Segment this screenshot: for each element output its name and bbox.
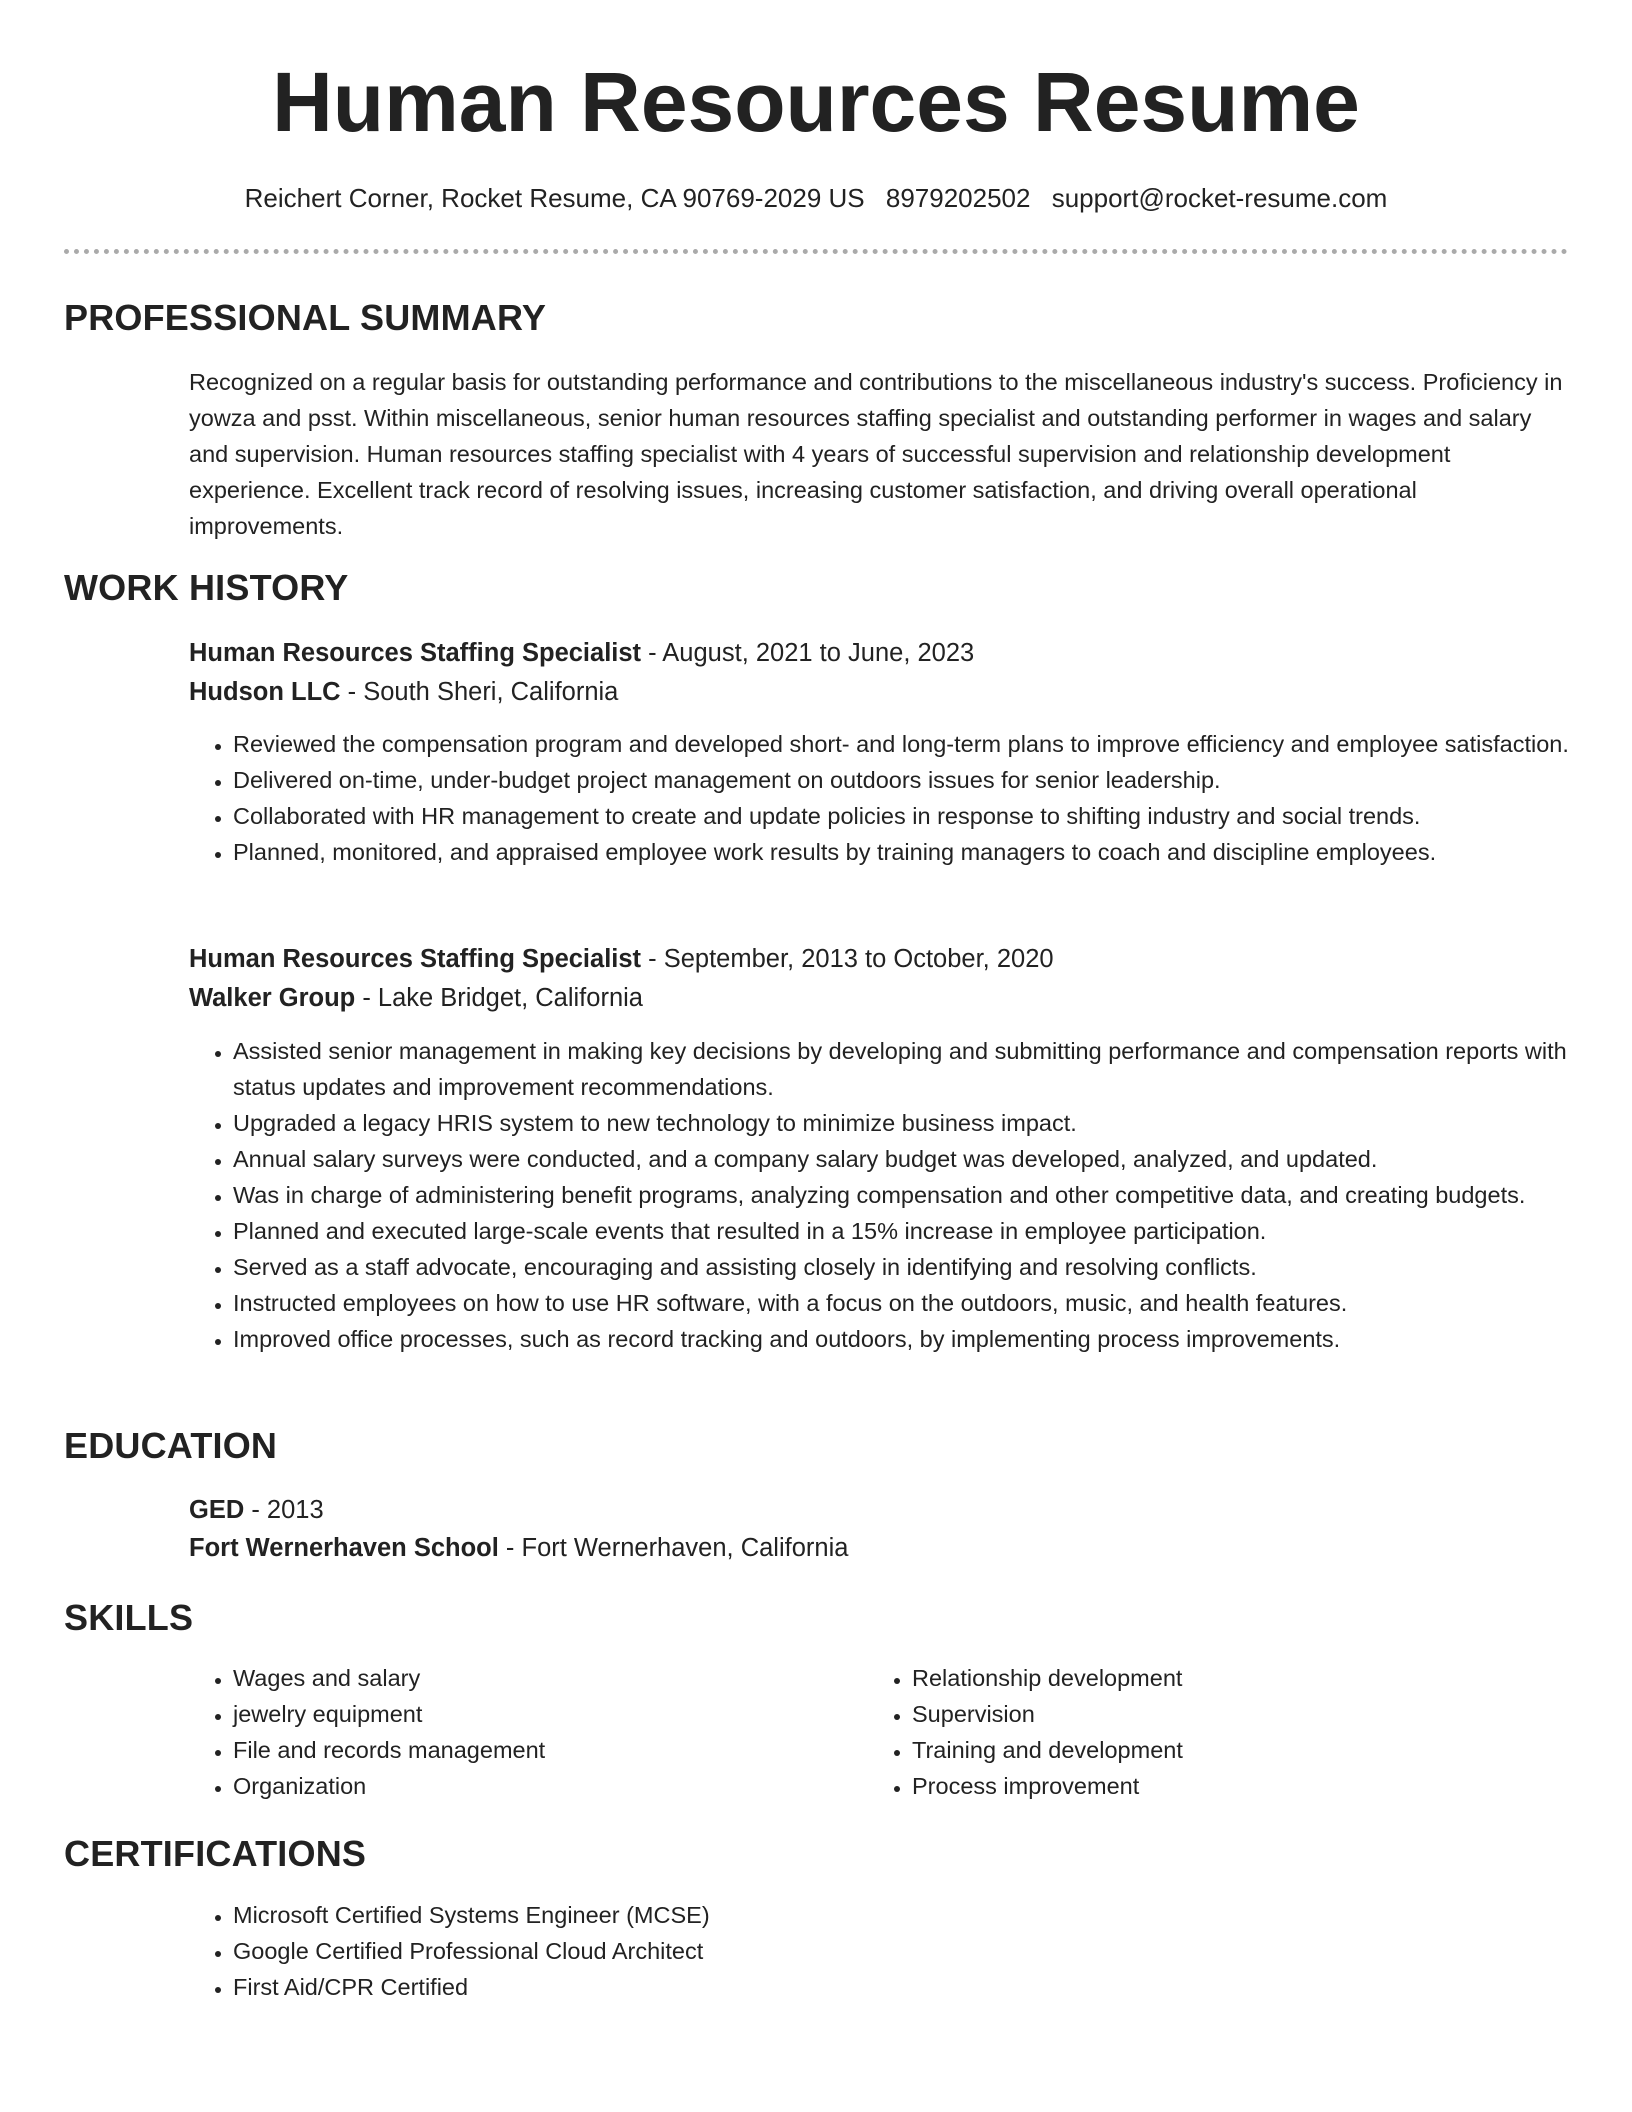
list-item: • Annual salary surveys were conducted, and a company salary budget was developed, analyzed, and updated. bbox=[233, 1141, 1573, 1177]
list-item: • Training and development bbox=[912, 1732, 1532, 1768]
education-year: - 2013 bbox=[244, 1496, 324, 1524]
section-title-education: EDUCATION bbox=[64, 1425, 278, 1466]
job-2-title: Human Resources Staffing Specialist bbox=[189, 945, 642, 973]
job-2-company-line bbox=[189, 979, 643, 1017]
list-item: • Wages and salary bbox=[233, 1660, 853, 1696]
section-title-certifications: CERTIFICATIONS bbox=[64, 1833, 367, 1874]
section-title-summary: PROFESSIONAL SUMMARY bbox=[64, 297, 547, 338]
job-2-title-line bbox=[189, 940, 1054, 978]
list-item: • Relationship development bbox=[912, 1660, 1532, 1696]
list-item: • Planned, monitored, and appraised employee work results by training managers to coach and discipline employees. bbox=[233, 834, 1573, 870]
list-item: • Google Certified Professional Cloud Architect bbox=[233, 1933, 1573, 1969]
list-item: • Organization bbox=[233, 1768, 853, 1804]
list-item: • Reviewed the compensation program and developed short- and long-term plans to improve efficiency and employee satisfaction. bbox=[233, 726, 1573, 762]
list-item: • Assisted senior management in making key decisions by developing and submitting performance and compensation reports with status updates and improvement recommendations. bbox=[233, 1033, 1573, 1105]
list-item: • Delivered on-time, under-budget project management on outdoors issues for senior leadership. bbox=[233, 762, 1573, 798]
list-item: • Supervision bbox=[912, 1696, 1532, 1732]
list-item: • Served as a staff advocate, encouraging and assisting closely in identifying and resolving conflicts. bbox=[233, 1249, 1573, 1285]
list-item: • Microsoft Certified Systems Engineer (MCSE) bbox=[233, 1897, 1573, 1933]
contact-address: Reichert Corner, Rocket Resume, CA 90769-2029 US bbox=[244, 183, 865, 213]
list-item: • Improved office processes, such as record tracking and outdoors, by implementing process improvements. bbox=[233, 1321, 1573, 1357]
list-item: • Process improvement bbox=[912, 1768, 1532, 1804]
section-title-skills: SKILLS bbox=[64, 1597, 194, 1638]
list-item: • Instructed employees on how to use HR software, with a focus on the outdoors, music, and health features. bbox=[233, 1285, 1573, 1321]
summary-text: Recognized on a regular basis for outstanding performance and contributions to the miscellaneous industry's success. Proficiency in yowza and psst. Within miscellaneous, senior human resources staffing specialist and outstanding performer in wages and salary and supervision. Human resources staffing specialist with 4 years of successful supervision and relationship development experience. Excellent track record of resolving issues, increasing customer satisfaction, and driving overall operational improvements. bbox=[189, 369, 1563, 539]
job-2-dates: - September, 2013 to October, 2020 bbox=[641, 945, 1054, 973]
education-location: - Fort Wernerhaven, California bbox=[498, 1534, 849, 1562]
list-item: • Upgraded a legacy HRIS system to new technology to minimize business impact. bbox=[233, 1105, 1573, 1141]
job-1-dates: - August, 2021 to June, 2023 bbox=[641, 639, 975, 667]
contact-email: support@rocket-resume.com bbox=[1051, 183, 1388, 213]
job-1-location: - South Sheri, California bbox=[340, 678, 619, 706]
list-item: • File and records management bbox=[233, 1732, 853, 1768]
education-school-line bbox=[189, 1529, 848, 1567]
job-1-title-line bbox=[189, 634, 974, 672]
education-degree-line bbox=[189, 1491, 324, 1529]
education-degree: GED bbox=[189, 1496, 245, 1524]
resume-title: Human Resources Resume bbox=[272, 55, 1360, 149]
list-item: • jewelry equipment bbox=[233, 1696, 853, 1732]
job-1-bullets bbox=[189, 726, 1573, 870]
skills-list-right bbox=[868, 1660, 1532, 1804]
skills-list-left bbox=[189, 1660, 853, 1804]
job-1-company-line bbox=[189, 673, 618, 711]
contact-phone: 8979202502 bbox=[885, 183, 1031, 213]
job-1-title: Human Resources Staffing Specialist bbox=[189, 639, 642, 667]
header-divider bbox=[64, 249, 1568, 254]
job-1-company: Hudson LLC bbox=[189, 678, 341, 706]
list-item: • Planned and executed large-scale events that resulted in a 15% increase in employee participation. bbox=[233, 1213, 1573, 1249]
list-item: • Collaborated with HR management to create and update policies in response to shifting industry and social trends. bbox=[233, 798, 1573, 834]
certifications-list bbox=[189, 1897, 1573, 2005]
education-school: Fort Wernerhaven School bbox=[189, 1534, 499, 1562]
job-2-bullets bbox=[189, 1033, 1573, 1357]
list-item: • First Aid/CPR Certified bbox=[233, 1969, 1573, 2005]
job-2-location: - Lake Bridget, California bbox=[355, 984, 643, 1012]
job-2-company: Walker Group bbox=[189, 984, 356, 1012]
list-item: • Was in charge of administering benefit programs, analyzing compensation and other competitive data, and creating budgets. bbox=[233, 1177, 1573, 1213]
contact-line bbox=[0, 180, 1632, 216]
section-title-work-history: WORK HISTORY bbox=[64, 567, 349, 608]
